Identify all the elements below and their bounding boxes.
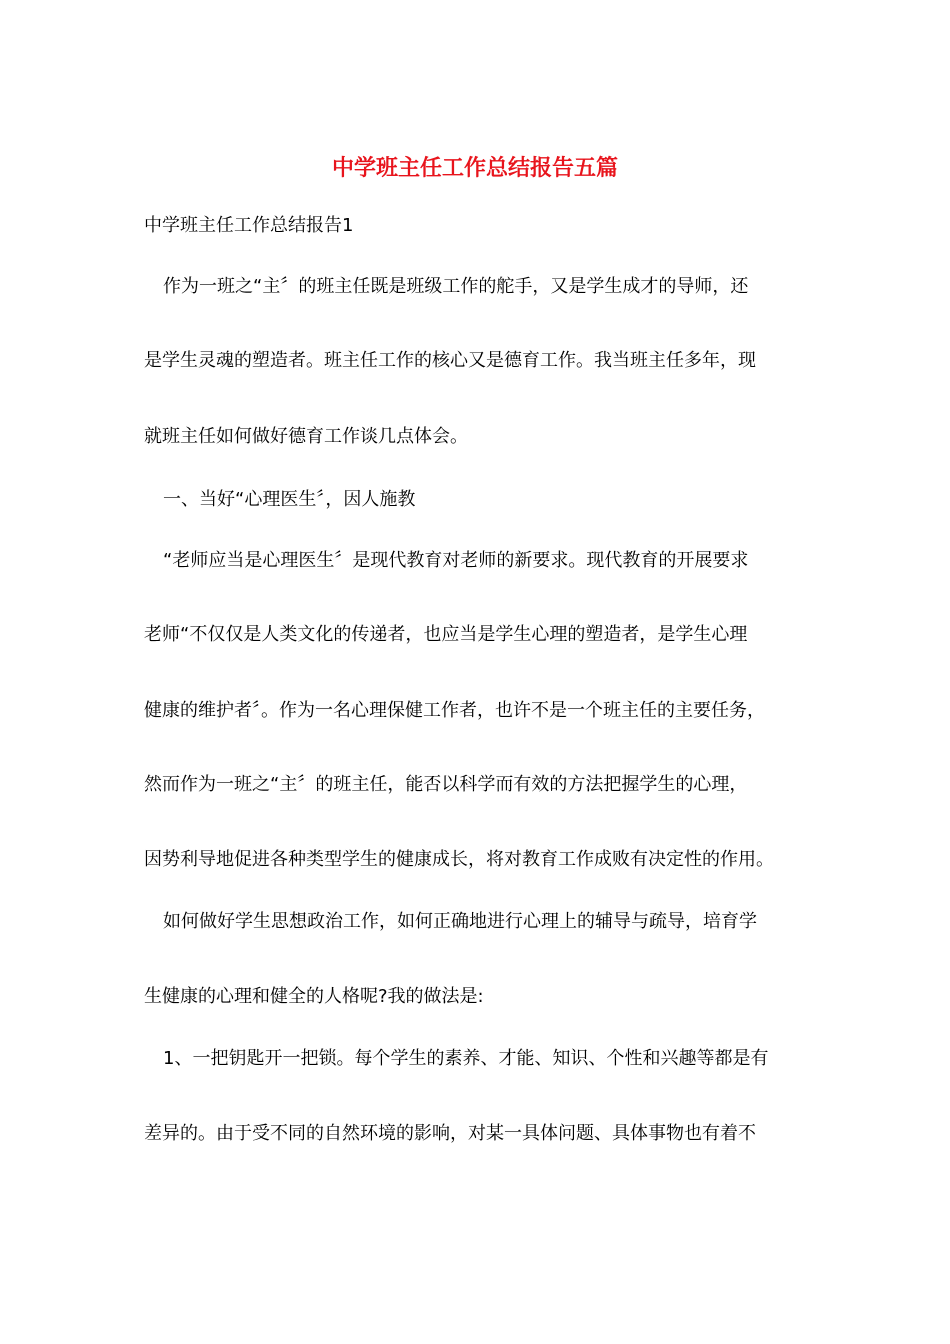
paragraph-line: 1、一把钥匙开一把锁。每个学生的素养、才能、知识、个性和兴趣等都是有 (163, 1048, 769, 1069)
paragraph-line: 是学生灵魂的塑造者。班主任工作的核心又是德育工作。我当班主任多年，现 (144, 350, 756, 371)
paragraph-line: 如何做好学生思想政治工作，如何正确地进行心理上的辅导与疏导，培育学 (163, 911, 757, 932)
paragraph-line: 生健康的心理和健全的人格呢?我的做法是: (144, 986, 484, 1007)
section-heading: 中学班主任工作总结报告1 (144, 215, 354, 236)
paragraph-line: 然而作为一班之“主〞的班主任，能否以科学而有效的方法把握学生的心理， (144, 774, 748, 795)
document-title: 中学班主任工作总结报告五篇 (331, 155, 618, 181)
subheading: 一、当好“心理医生〞，因人施教 (163, 489, 416, 510)
paragraph-line: 因势利导地促进各种类型学生的健康成长，将对教育工作成败有决定性的作用。 (144, 849, 774, 870)
paragraph-line: “老师应当是心理医生〞是现代教育对老师的新要求。现代教育的开展要求 (163, 550, 749, 571)
paragraph-line: 健康的维护者〞。作为一名心理保健工作者，也许不是一个班主任的主要任务， (144, 700, 765, 721)
paragraph-line: 差异的。由于受不同的自然环境的影响，对某一具体问题、具体事物也有着不 (144, 1123, 756, 1144)
paragraph-line: 作为一班之“主〞的班主任既是班级工作的舵手，又是学生成才的导师，还 (163, 276, 749, 297)
paragraph-line: 老师“不仅仅是人类文化的传递者，也应当是学生心理的塑造者，是学生心理 (144, 624, 748, 645)
paragraph-line: 就班主任如何做好德育工作谈几点体会。 (144, 426, 468, 447)
